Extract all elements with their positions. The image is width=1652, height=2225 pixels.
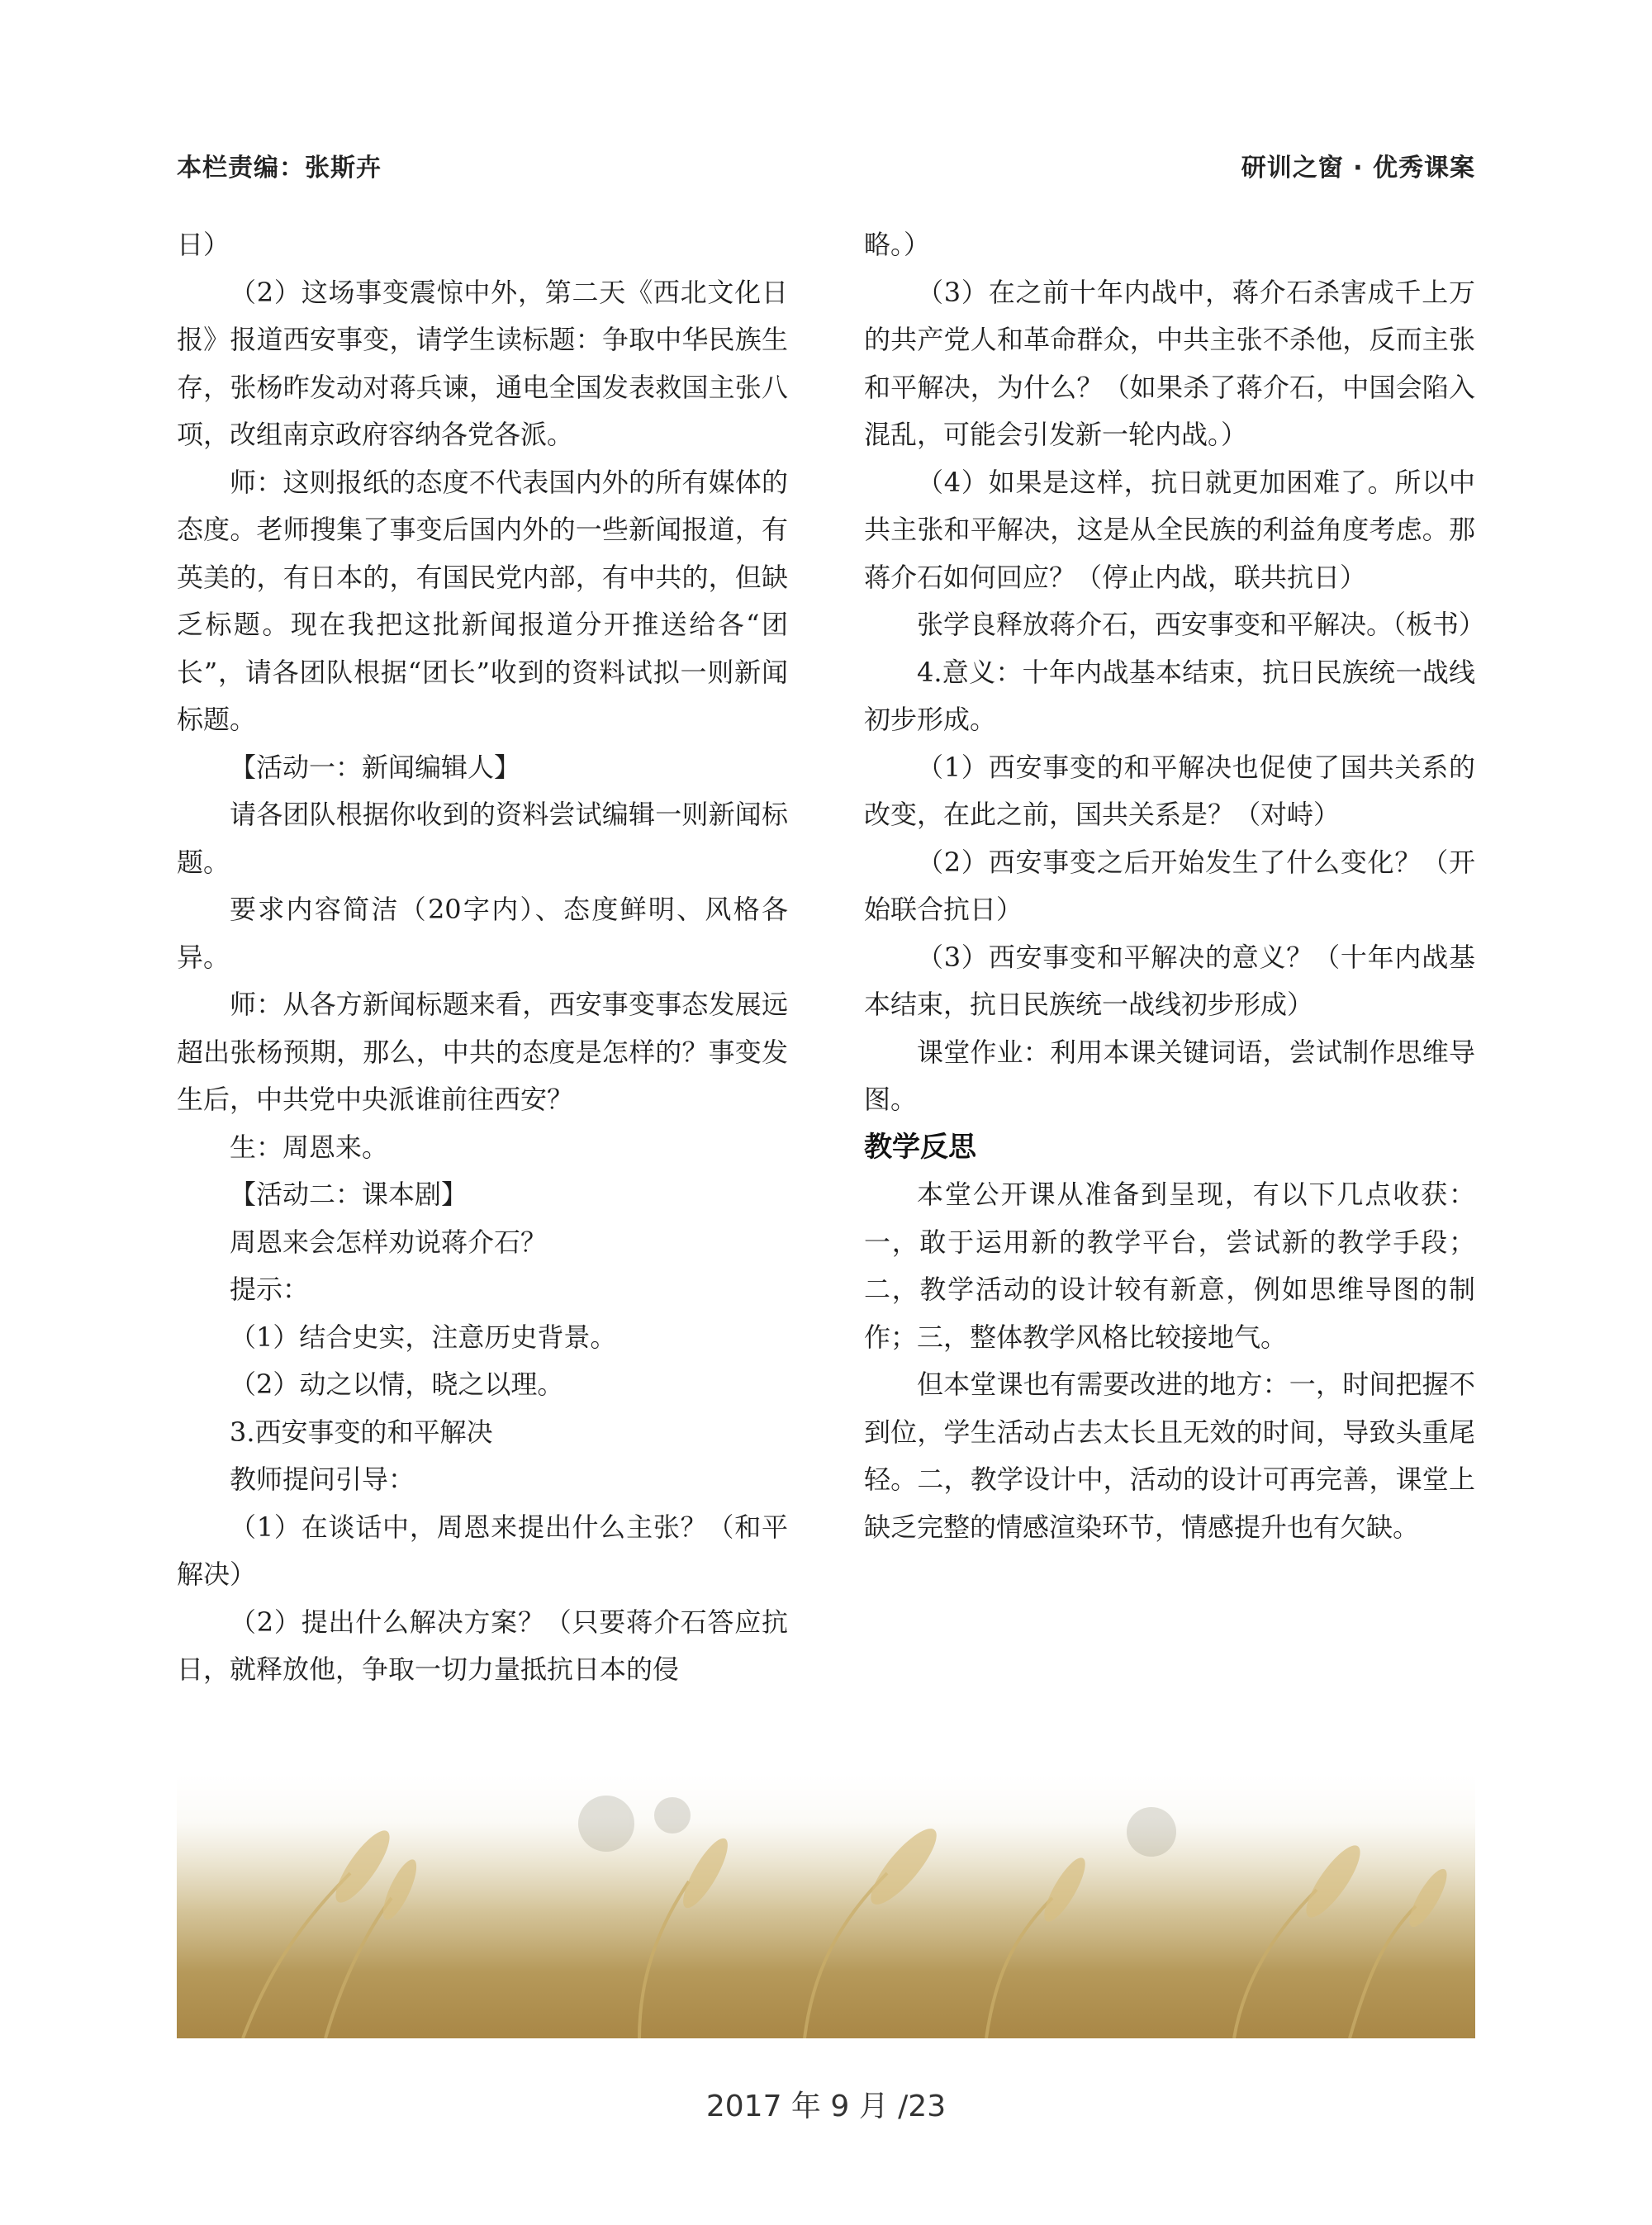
paragraph: 略。）	[864, 229, 931, 260]
paragraph: 周恩来会怎样劝说蒋介石？	[230, 1226, 548, 1258]
reflection-heading: 教学反思	[864, 1130, 976, 1164]
paragraph: （3）在之前十年内战中，蒋介石杀害成千上万的共产党人和革命群众，中共主张不杀他，反而主张和平解决，为什么？（如果杀了蒋介石，中国会陷入混乱，可能会引发新一轮内战。）	[864, 276, 1475, 450]
left-column	[177, 221, 788, 1694]
activity-heading: 【活动一：新闻编辑人】	[230, 751, 521, 783]
paragraph: （1）结合史实，注意历史背景。	[230, 1321, 617, 1353]
paragraph: 请各团队根据你收到的资料尝试编辑一则新闻标题。	[177, 799, 788, 878]
paragraph: （2）西安事变之后开始发生了什么变化？（开始联合抗日）	[864, 846, 1475, 925]
paragraph: 师：从各方新闻标题来看，西安事变事态发展远超出张杨预期，那么，中共的态度是怎样的？事变发生后，中共党中央派谁前往西安？	[177, 989, 788, 1115]
paragraph: 提示：	[230, 1274, 310, 1305]
paragraph: （3）西安事变和平解决的意义？（十年内战基本结束，抗日民族统一战线初步形成）	[864, 941, 1475, 1020]
paragraph: 课堂作业：利用本课关键词语，尝试制作思维导图。	[864, 1036, 1475, 1115]
activity-heading: 【活动二：课本剧】	[230, 1179, 468, 1210]
paragraph: 师：这则报纸的态度不代表国内外的所有媒体的态度。老师搜集了事变后国内外的一些新闻报道，有英美的，有日本的，有国民党内部，有中共的，但缺乏标题。现在我把这批新闻报道分开推送给各“团长”，请各团队根据“团长”收到的资料试拟一则新闻标题。	[177, 466, 788, 735]
header-section-title: 研训之窗 · 优秀课案	[1241, 154, 1475, 183]
page-number: 2017 年 9 月 /23	[705, 2090, 947, 2123]
subsection-heading: 3.西安事变的和平解决	[230, 1416, 493, 1448]
paragraph: 教师提问引导：	[230, 1464, 415, 1495]
paragraph: （2）提出什么解决方案？（只要蒋介石答应抗日，就释放他，争取一切力量抵抗日本的侵	[177, 1606, 788, 1685]
paragraph: （4）如果是这样，抗日就更加困难了。所以中共主张和平解决，这是从全民族的利益角度考虑。那蒋介石如何回应？（停止内战，联共抗日）	[864, 466, 1475, 593]
right-column	[864, 221, 1486, 1551]
paragraph: （1）在谈话中，周恩来提出什么主张？（和平解决）	[177, 1511, 788, 1590]
wheat-banner-image	[177, 1774, 1475, 2038]
paragraph: （1）西安事变的和平解决也促使了国共关系的改变，在此之前，国共关系是？（对峙）	[864, 751, 1475, 830]
paragraph: 本堂公开课从准备到呈现，有以下几点收获：一，敢于运用新的教学平台，尝试新的教学手段；二，教学活动的设计较有新意，例如思维导图的制作；三，整体教学风格比较接地气。	[864, 1179, 1475, 1353]
wheat-illustration	[177, 1774, 1475, 2038]
paragraph: （2）动之以情，晓之以理。	[230, 1369, 564, 1400]
paragraph: 生：周恩来。	[230, 1131, 389, 1163]
paragraph: 日）	[177, 229, 230, 260]
header-editor: 本栏责编：张斯卉	[177, 154, 382, 183]
paragraph: （2）这场事变震惊中外，第二天《西北文化日报》报道西安事变，请学生读标题：争取中华民族生存，张杨昨发动对蒋兵谏，通电全国发表救国主张八项，改组南京政府容纳各党各派。	[177, 276, 788, 450]
paragraph: 要求内容简洁（20字内）、态度鲜明、风格各异。	[177, 894, 788, 973]
subsection-heading: 4.意义：十年内战基本结束，抗日民族统一战线初步形成。	[864, 656, 1475, 735]
paragraph: 但本堂课也有需要改进的地方：一，时间把握不到位，学生活动占去太长且无效的时间，导致头重尾轻。二，教学设计中，活动的设计可再完善，课堂上缺乏完整的情感渲染环节，情感提升也有欠缺。	[864, 1369, 1475, 1543]
paragraph: 张学良释放蒋介石，西安事变和平解决。（板书）	[917, 609, 1486, 640]
